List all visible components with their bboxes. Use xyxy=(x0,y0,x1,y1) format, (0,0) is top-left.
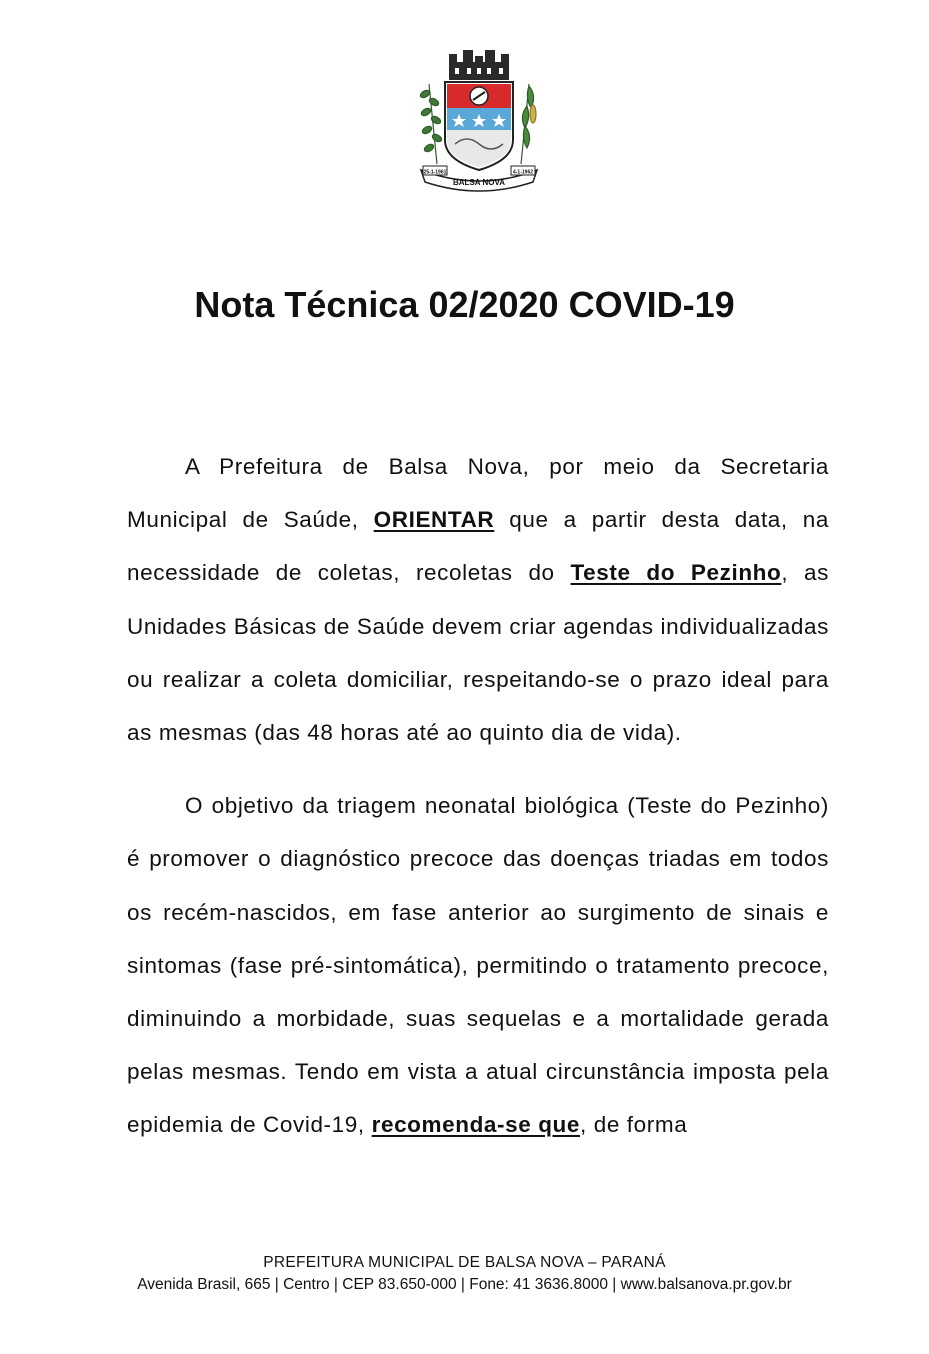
crest-date-right: 4-1-1962 xyxy=(512,169,534,176)
paragraph-text: A Prefeitura de Balsa Nova, por meio da Secretaria Municipal de Saúde, xyxy=(127,454,829,533)
emphasized-text: recomenda-se que xyxy=(371,1112,581,1138)
document-body xyxy=(127,440,829,1152)
footer-address: Avenida Brasil, 665 | Centro | CEP 83.650-000 | Fone: 41 3636.8000 | www.balsanova.pr.gov.br xyxy=(137,1276,792,1293)
paragraph-text: O objetivo da triagem neonatal biológica (Teste do Pezinho) é promover o diagnóstico precoce das doenças triadas em todos os recém-nascidos, em fase anterior ao surgimento de sinais e sintomas (fase pré-sintomática), permitindo o tratamento precoce, diminuindo a morbidade, suas sequelas e a mortalidade gerada pelas mesmas. Tendo em vista a atual circunstância imposta pela epidemia de Covid-19, xyxy=(127,793,829,1138)
municipal-coat-of-arms xyxy=(415,44,543,194)
paragraph-text: , de forma xyxy=(580,1112,688,1138)
paragraph xyxy=(127,440,829,759)
document-title: Nota Técnica 02/2020 COVID-19 xyxy=(194,284,735,325)
emphasized-text: ORIENTAR xyxy=(373,507,495,533)
footer-institution: PREFEITURA MUNICIPAL DE BALSA NOVA – PARANÁ xyxy=(263,1254,666,1271)
paragraph-text: , as Unidades Básicas de Saúde devem criar agendas individualizadas ou realizar a coleta domiciliar, respeitando-se o prazo ideal para as mesmas (das 48 horas até ao quinto dia de vida). xyxy=(127,560,829,746)
coat-of-arms-icon xyxy=(415,44,543,194)
crest-date-left: 25-1-1961 xyxy=(423,169,447,176)
crest-ribbon-text: BALSA NOVA xyxy=(453,178,505,187)
emphasized-text: Teste do Pezinho xyxy=(570,560,782,586)
paragraph xyxy=(127,779,829,1151)
paragraph-text: que a partir desta data, na necessidade de coletas, recoletas do xyxy=(127,507,830,586)
